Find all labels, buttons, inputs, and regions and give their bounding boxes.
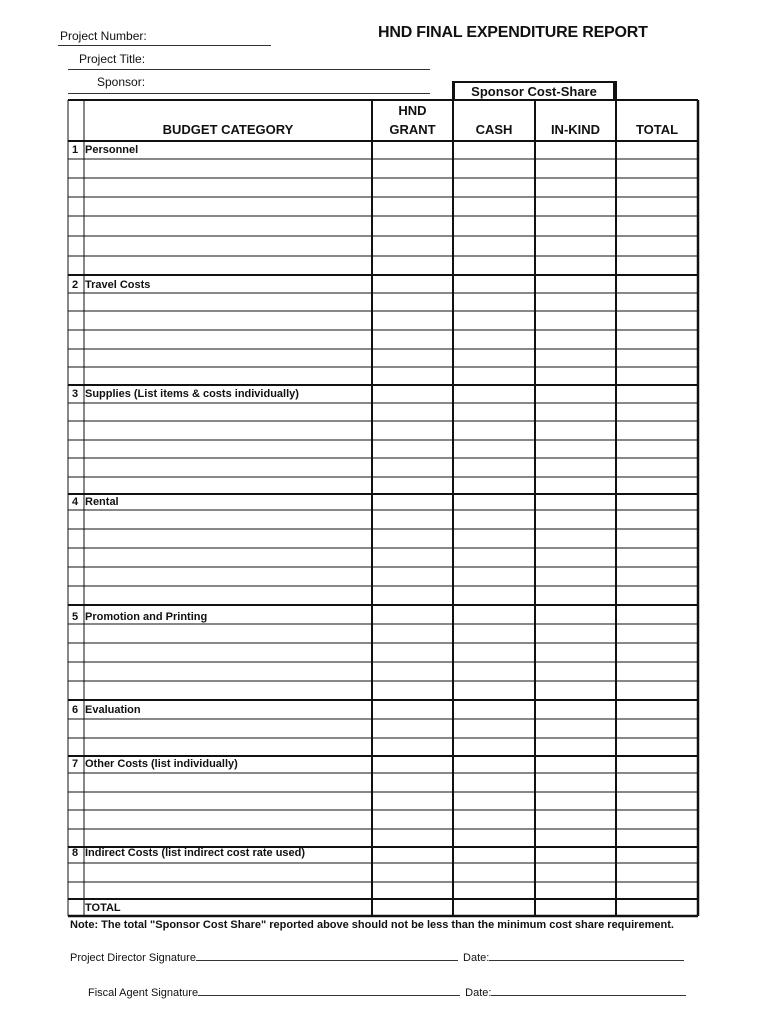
section-6-label: Evaluation <box>85 704 141 716</box>
project-director-date-label: Date: <box>463 952 490 964</box>
section-6-number: 6 <box>72 704 79 716</box>
section-8-number: 8 <box>72 847 79 859</box>
section-2-number: 2 <box>72 279 79 291</box>
section-3-label: Supplies (List items & costs individually) <box>85 388 299 400</box>
cost-share-note: Note: The total "Sponsor Cost Share" reported above should not be less than the minimum cost share requirement. <box>70 919 674 931</box>
hnd-grant-header-line2: GRANT <box>389 122 436 137</box>
section-1-number: 1 <box>72 144 79 156</box>
section-8-label: Indirect Costs (list indirect cost rate used) <box>85 847 306 859</box>
project-director-signature-row <box>70 950 684 964</box>
total-row-label: TOTAL <box>85 902 121 914</box>
section-4-number: 4 <box>72 496 79 508</box>
project-title-label: Project Title: <box>79 52 146 66</box>
project-director-signature-label: Project Director Signature <box>70 952 196 964</box>
budget-category-header: BUDGET CATEGORY <box>162 122 294 137</box>
fiscal-agent-signature-line[interactable] <box>198 985 460 996</box>
section-2-label: Travel Costs <box>85 279 151 291</box>
section-5-number: 5 <box>72 611 79 623</box>
project-director-signature-line[interactable] <box>196 950 458 961</box>
sponsor-label: Sponsor: <box>97 75 146 89</box>
fiscal-agent-signature-row <box>88 985 686 999</box>
section-4-label: Rental <box>85 496 119 508</box>
sponsor-cost-share-header: Sponsor Cost-Share <box>453 81 615 100</box>
in-kind-header: IN-KIND <box>550 122 601 137</box>
section-1-label: Personnel <box>85 144 139 156</box>
section-7-label: Other Costs (list individually) <box>85 758 238 770</box>
total-header: TOTAL <box>635 122 679 137</box>
section-3-number: 3 <box>72 388 79 400</box>
project-number-label: Project Number: <box>60 29 147 43</box>
fiscal-agent-date-label: Date: <box>465 987 492 999</box>
fiscal-agent-date-line[interactable] <box>491 985 686 996</box>
section-7-number: 7 <box>72 758 79 770</box>
report-title: HND FINAL EXPENDITURE REPORT <box>378 24 648 41</box>
section-5-label: Promotion and Printing <box>85 611 208 623</box>
project-director-date-line[interactable] <box>489 950 684 961</box>
fiscal-agent-signature-label: Fiscal Agent Signature <box>88 987 199 999</box>
cash-header: CASH <box>475 122 513 137</box>
hnd-grant-header-line1: HND <box>398 103 427 118</box>
